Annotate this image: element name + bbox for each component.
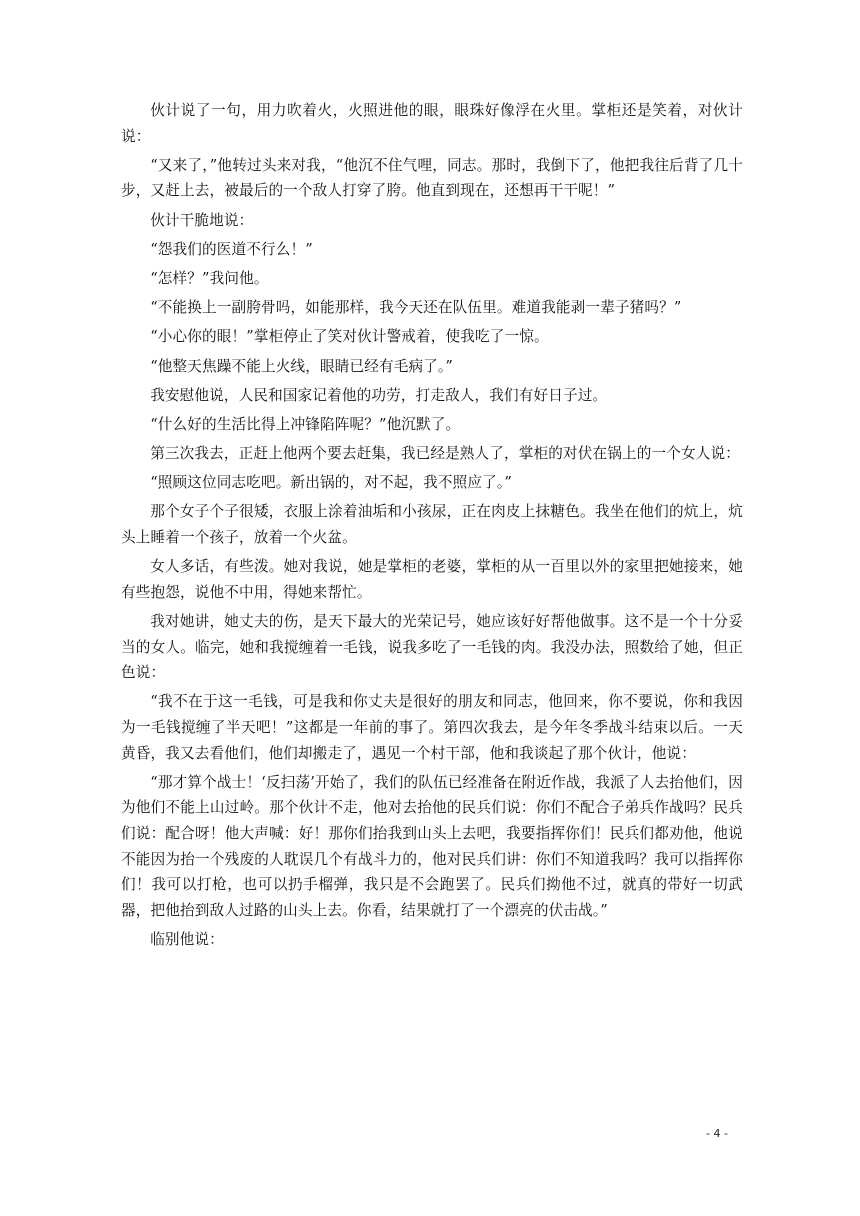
paragraph: 临别他说： [150,930,224,948]
paragraph: 那个女子个子很矮，衣服上涂着油垢和小孩尿，正在肉皮上抹糖色。我坐在他们的炕上，炕头上睡着一个孩子，放着一个火盆。 [121,503,743,547]
body-text [121,98,743,956]
paragraph: 女人多话，有些泼。她对我说，她是掌柜的老婆，掌柜的从一百里以外的家里把她接来，她有些抱怨，说他不中用，得她来帮忙。 [121,558,743,601]
paragraph: 我对她讲，她丈夫的伤，是天下最大的光荣记号，她应该好好帮他做事。这不是一个十分妥当的女人。临完，她和我搅缠着一毛钱，说我多吃了一毛钱的肉。我没办法，照数给了她，但正色说： [121,613,743,682]
paragraph: “又来了，”他转过头来对我，“他沉不住气哩，同志。那时，我倒下了，他把我往后背了几十步，又赶上去，被最后的一个敌人打穿了胯。他直到现在，还想再干干呢！” [121,156,743,200]
paragraph: “照顾这位同志吃吧。新出锅的，对不起，我不照应了。” [150,474,512,492]
page-number: - 4 - [706,1127,728,1140]
paragraph: 第三次我去，正赶上他两个要去赶集，我已经是熟人了，掌柜的对伏在锅上的一个女人说： [150,445,740,463]
paragraph: “他整天焦躁不能上火线，眼睛已经有毛病了。” [150,357,453,375]
paragraph: “那才算个战士！‘反扫荡’开始了，我们的队伍已经准备在附近作战，我派了人去抬他们，因为他们不能上山过岭。那个伙计不走，他对去抬他的民兵们说：你们不配合子弟兵作战吗？民兵们说：配合呀！他大声喊：好！那你们抬我到山头上去吧，我要指挥你们！民兵们都劝他，他说不能因为抬一个残废的人耽误几个有战斗力的，他对民兵们讲：你们不知道我吗？我可以指挥你们！我可以打枪，也可以扔手榴弹，我只是不会跑罢了。民兵们拗他不过，就真的带好一切武器，把他抬到敌人过路的山头上去。你看，结果就打了一个漂亮的伏击战。” [121,773,743,919]
paragraph: “什么好的生活比得上冲锋陷阵呢？”他沉默了。 [150,415,461,433]
paragraph: 伙计干脆地说： [150,211,254,229]
paragraph: 我安慰他说，人民和国家记着他的功劳，打走敌人，我们有好日子过。 [150,386,608,404]
paragraph: “怨我们的医道不行么！” [150,240,313,258]
paragraph: “不能换上一副胯骨吗，如能那样，我今天还在队伍里。难道我能剥一辈子猪吗？” [150,299,682,317]
paragraph: “怎样？”我问他。 [150,269,269,287]
paragraph: “小心你的眼！”掌柜停止了笑对伙计警戒着，使我吃了一惊。 [150,328,549,346]
paragraph: 伙计说了一句，用力吹着火，火照进他的眼，眼珠好像浮在火里。掌柜还是笑着，对伙计说： [121,102,743,145]
paragraph: “我不在于这一毛钱，可是我和你丈夫是很好的朋友和同志，他回来，你不要说，你和我因为一毛钱搅缠了半天吧！”这都是一年前的事了。第四次我去，是今年冬季战斗结束以后。一天黄昏，我又去看他们，他们却搬走了，遇见一个村干部，他和我谈起了那个伙计，他说： [121,693,743,762]
